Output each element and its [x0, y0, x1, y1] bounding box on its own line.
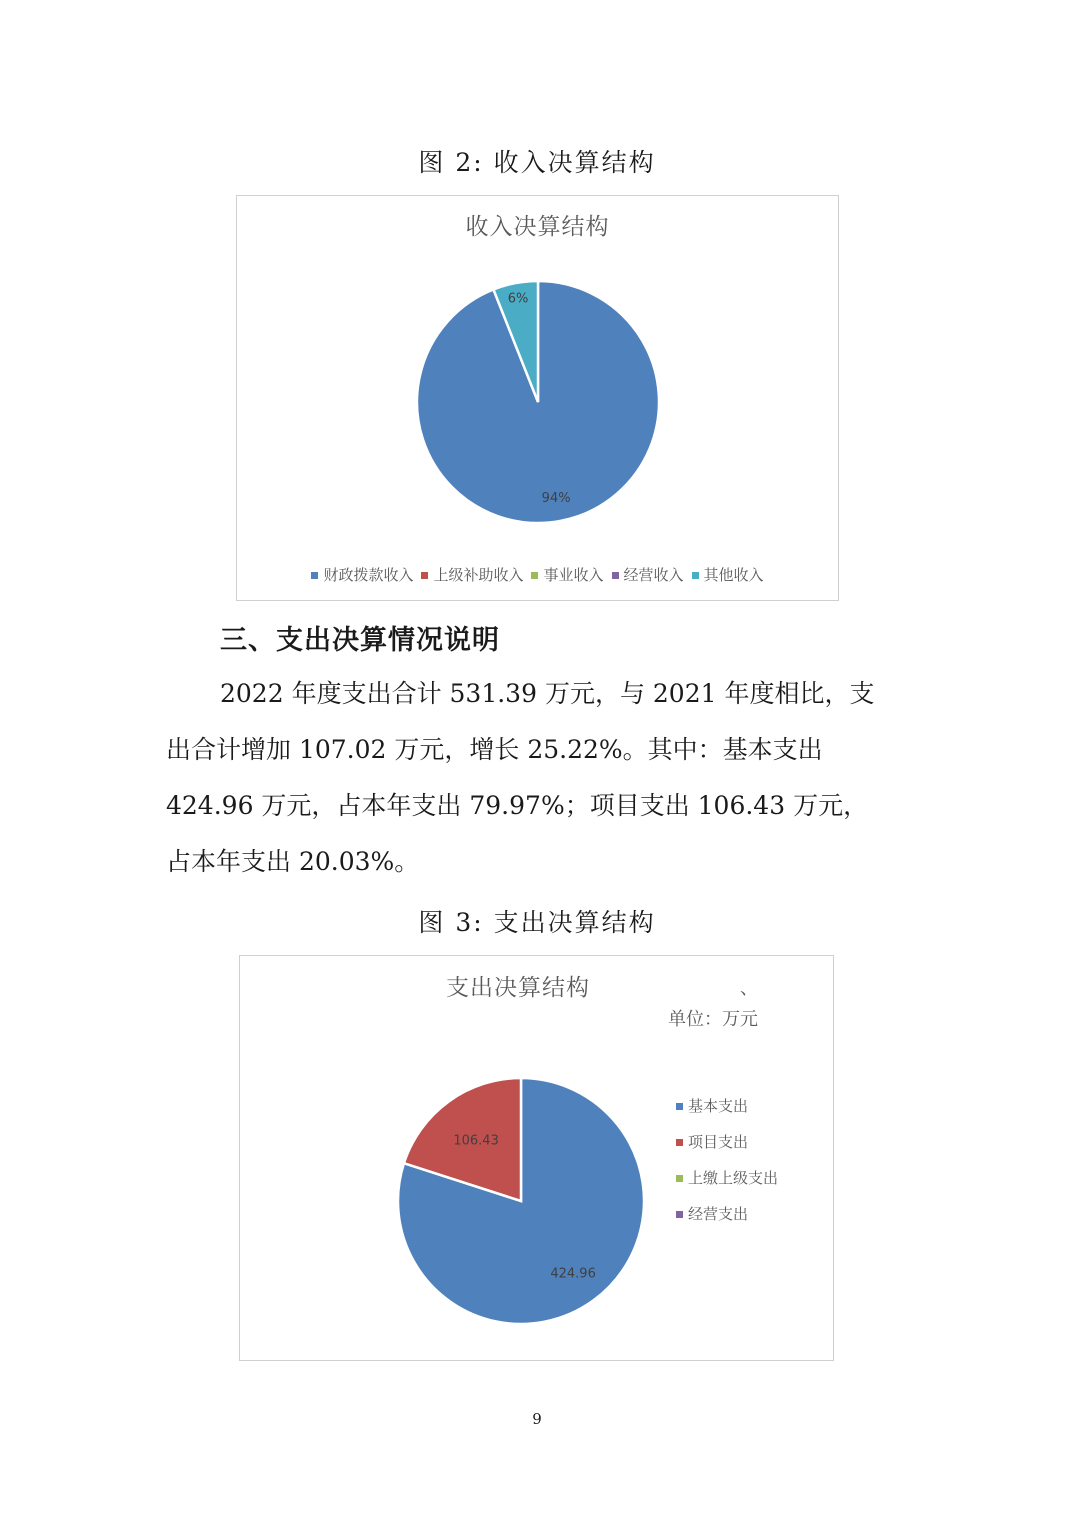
expenditure-legend [676, 1096, 778, 1240]
legend-swatch [676, 1211, 683, 1218]
legend-swatch [676, 1139, 683, 1146]
legend-swatch [421, 572, 428, 579]
legend-swatch [612, 572, 619, 579]
paragraph-line: 占本年支出 20.03%。 [166, 847, 420, 876]
paragraph-line: 2022 年度支出合计 531.39 万元，与 2021 年度相比，支 [220, 679, 875, 708]
legend-item [676, 1168, 778, 1204]
figure-2-caption: 图 2: 收入决算结构 [418, 148, 656, 177]
legend-swatch [676, 1175, 683, 1182]
data-label-0: 424.96 [550, 1266, 596, 1282]
legend-item [676, 1204, 778, 1240]
legend-swatch [531, 572, 538, 579]
legend-label: 财政拨款收入 [323, 566, 414, 584]
legend-label: 上缴上级支出 [688, 1169, 779, 1187]
legend-item [676, 1096, 778, 1132]
legend-item [421, 564, 523, 585]
legend-item [311, 564, 413, 585]
paragraph-line: 424.96 万元，占本年支出 79.97%；项目支出 106.43 万元， [166, 791, 869, 820]
data-label-0: 94% [541, 491, 571, 507]
paragraph-line: 出合计增加 107.02 万元，增长 25.22%。其中：基本支出 [166, 735, 823, 764]
legend-item [531, 564, 603, 585]
legend-swatch [676, 1103, 683, 1110]
stray-mark: 、 [740, 978, 758, 999]
expenditure-paragraph [166, 666, 914, 890]
legend-swatch [692, 572, 699, 579]
legend-label: 其他收入 [703, 566, 764, 584]
expenditure-chart-title: 支出决算结构 [446, 975, 590, 1001]
page-number: 9 [532, 1410, 542, 1428]
legend-swatch [311, 572, 318, 579]
legend-item [612, 564, 684, 585]
legend-item [692, 564, 764, 585]
legend-label: 事业收入 [543, 566, 604, 584]
data-label-1: 106.43 [453, 1133, 499, 1149]
legend-item [676, 1132, 778, 1168]
income-chart-title: 收入决算结构 [465, 214, 610, 240]
legend-label: 经营支出 [688, 1205, 749, 1223]
data-label-4: 6% [507, 291, 529, 307]
expenditure-chart [239, 955, 834, 1361]
unit-note: 单位：万元 [668, 1009, 758, 1030]
income-legend [237, 564, 838, 585]
figure-3-caption: 图 3: 支出决算结构 [418, 908, 656, 937]
legend-label: 经营收入 [623, 566, 684, 584]
legend-label: 项目支出 [688, 1133, 749, 1151]
income-chart [236, 195, 839, 601]
legend-label: 上级补助收入 [433, 566, 524, 584]
income-pie [237, 196, 840, 602]
section-heading: 三、支出决算情况说明 [220, 625, 500, 656]
legend-label: 基本支出 [688, 1097, 749, 1115]
